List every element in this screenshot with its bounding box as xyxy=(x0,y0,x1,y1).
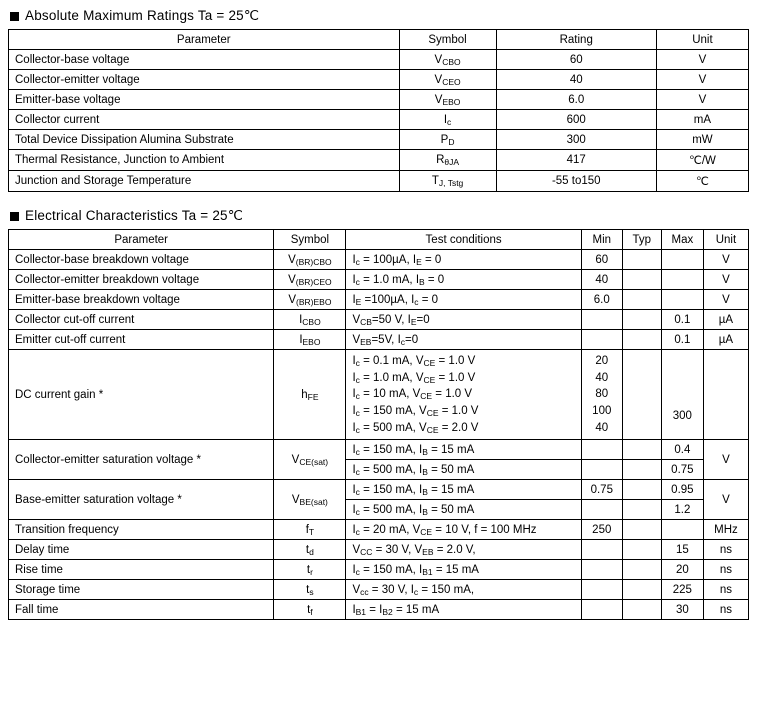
table-row xyxy=(9,70,749,90)
min-cell xyxy=(581,540,622,560)
test-conditions-cell: $I_E =100\mu A$, $I_c = 0$ xyxy=(346,290,581,310)
parameter-cell: Total Device Dissipation Alumina Substrate xyxy=(9,130,400,150)
unit-cell: V xyxy=(703,440,748,480)
typ-cell xyxy=(622,270,661,290)
min-cell xyxy=(581,560,622,580)
unit-cell: V xyxy=(656,90,748,110)
table-row xyxy=(9,330,749,350)
max-cell xyxy=(661,270,703,290)
max-cell xyxy=(661,290,703,310)
typ-cell xyxy=(622,310,661,330)
typ-cell xyxy=(622,600,661,620)
unit-cell: mA xyxy=(656,110,748,130)
typ-cell xyxy=(622,440,661,460)
parameter-cell: Collector-emitter saturation voltage * xyxy=(9,440,274,480)
parameter-cell: Junction and Storage Temperature xyxy=(9,171,400,192)
unit-cell: V xyxy=(656,50,748,70)
section-title: Absolute Maximum Ratings Ta = 25℃ xyxy=(25,8,260,23)
table-row xyxy=(9,130,749,150)
parameter-cell: Collector-emitter breakdown voltage xyxy=(9,270,274,290)
test-conditions-cell: $V_{cc} = 30$ V, $I_c = 150$ mA, xyxy=(346,580,581,600)
column-header: Unit xyxy=(656,30,748,50)
min-cell xyxy=(581,330,622,350)
rating-cell: 600 xyxy=(496,110,656,130)
symbol-cell: $I_{CBO}$ xyxy=(274,310,346,330)
symbol-cell: $V_{CEO}$ xyxy=(399,70,496,90)
parameter-cell: Rise time xyxy=(9,560,274,580)
parameter-cell: Emitter-base voltage xyxy=(9,90,400,110)
symbol-cell: $V_{(BR)EBO}$ xyxy=(274,290,346,310)
test-conditions-cell: $I_c = 500$ mA, $I_B = 50$ mA xyxy=(346,500,581,520)
typ-cell xyxy=(622,580,661,600)
rating-cell: -55 to150 xyxy=(496,171,656,192)
column-header: Symbol xyxy=(274,230,346,250)
parameter-cell: Collector-base voltage xyxy=(9,50,400,70)
parameter-cell: Delay time xyxy=(9,540,274,560)
symbol-cell: $V_{BE(sat)}$ xyxy=(274,480,346,520)
symbol-cell: $V_{CE(sat)}$ xyxy=(274,440,346,480)
parameter-cell: Collector current xyxy=(9,110,400,130)
test-conditions-cell: $I_c = 100\mu A$, $I_E = 0$ xyxy=(346,250,581,270)
table-row xyxy=(9,290,749,310)
symbol-cell: $P_D$ xyxy=(399,130,496,150)
column-header: Test conditions xyxy=(346,230,581,250)
symbol-cell: $V_{(BR)CEO}$ xyxy=(274,270,346,290)
typ-cell xyxy=(622,520,661,540)
unit-cell: V xyxy=(703,270,748,290)
test-conditions-cell: $V_{CB}=50$ V, $I_E=0$ xyxy=(346,310,581,330)
test-conditions-cell: $I_c = 20$ mA, $V_{CE} = 10$ V, f = 100 MHz xyxy=(346,520,581,540)
typ-cell xyxy=(622,250,661,270)
min-cell: 40 xyxy=(581,270,622,290)
max-cell: 0.75 xyxy=(661,460,703,480)
min-cell xyxy=(581,600,622,620)
max-cell: 1.2 xyxy=(661,500,703,520)
test-conditions-cell: $I_c = 1.0$ mA, $I_B = 0$ xyxy=(346,270,581,290)
test-conditions-cell: $I_{B1} = I_{B2} = 15$ mA xyxy=(346,600,581,620)
test-conditions-cell: $I_c = 150$ mA, $I_{B1} = 15$ mA xyxy=(346,560,581,580)
test-conditions-cell: $V_{CC} = 30$ V, $V_{EB} = 2.0$ V, xyxy=(346,540,581,560)
unit-cell: ℃/W xyxy=(656,150,748,171)
square-bullet-icon xyxy=(10,12,19,21)
symbol-cell: $t_s$ xyxy=(274,580,346,600)
parameter-cell: Base-emitter saturation voltage * xyxy=(9,480,274,520)
unit-cell: ns xyxy=(703,560,748,580)
symbol-cell: $t_d$ xyxy=(274,540,346,560)
unit-cell: µA xyxy=(703,310,748,330)
section-title: Electrical Characteristics Ta = 25℃ xyxy=(25,208,244,223)
table-row xyxy=(9,600,749,620)
typ-cell xyxy=(622,460,661,480)
typ-cell xyxy=(622,350,661,440)
test-conditions-cell: $I_c = 500$ mA, $I_B = 50$ mA xyxy=(346,460,581,480)
symbol-cell: $V_{EBO}$ xyxy=(399,90,496,110)
table-row xyxy=(9,440,749,460)
absolute-maximum-ratings-heading xyxy=(10,8,749,24)
unit-cell: ns xyxy=(703,540,748,560)
column-header: Max xyxy=(661,230,703,250)
table-row xyxy=(9,540,749,560)
symbol-cell: $I_c$ xyxy=(399,110,496,130)
min-cell: 20 40 80 100 40 xyxy=(581,350,622,440)
max-cell: 225 xyxy=(661,580,703,600)
table-row xyxy=(9,560,749,580)
typ-cell xyxy=(622,290,661,310)
test-conditions-cell: $I_c = 150$ mA, $I_B = 15$ mA xyxy=(346,440,581,460)
column-header: Symbol xyxy=(399,30,496,50)
absolute-maximum-ratings-table xyxy=(8,29,749,192)
column-header: Rating xyxy=(496,30,656,50)
symbol-cell: $V_{CBO}$ xyxy=(399,50,496,70)
table-row xyxy=(9,580,749,600)
symbol-cell: $R_{\theta JA}$ xyxy=(399,150,496,171)
unit-cell: µA xyxy=(703,330,748,350)
rating-cell: 6.0 xyxy=(496,90,656,110)
table-row xyxy=(9,90,749,110)
table-row xyxy=(9,270,749,290)
test-conditions-cell: $I_c = 0.1$ mA, $V_{CE} = 1.0$ V $I_c = 1.0$ mA, $V_{CE} = 1.0$ V $I_c = 10$ mA, $V_{CE} = 1.0$ V $I_c = 150$ mA, $V_{CE} = 1.0$ V $I_c = 500$ mA, $V_{CE} = 2.0$ V xyxy=(346,350,581,440)
min-cell xyxy=(581,310,622,330)
max-cell: 15 xyxy=(661,540,703,560)
parameter-cell: Collector cut-off current xyxy=(9,310,274,330)
table-row xyxy=(9,250,749,270)
table-row xyxy=(9,50,749,70)
table-row xyxy=(9,310,749,330)
max-cell xyxy=(661,520,703,540)
parameter-cell: Collector-emitter voltage xyxy=(9,70,400,90)
min-cell xyxy=(581,500,622,520)
typ-cell xyxy=(622,480,661,500)
typ-cell xyxy=(622,330,661,350)
column-header: Unit xyxy=(703,230,748,250)
parameter-cell: Storage time xyxy=(9,580,274,600)
max-cell: 0.1 xyxy=(661,310,703,330)
unit-cell: ns xyxy=(703,580,748,600)
symbol-cell: $f_T$ xyxy=(274,520,346,540)
table-header-row xyxy=(9,30,749,50)
min-cell: 250 xyxy=(581,520,622,540)
typ-cell xyxy=(622,560,661,580)
column-header: Min xyxy=(581,230,622,250)
table-row xyxy=(9,520,749,540)
parameter-cell: Transition frequency xyxy=(9,520,274,540)
table-header-row xyxy=(9,230,749,250)
typ-cell xyxy=(622,500,661,520)
symbol-cell: $t_f$ xyxy=(274,600,346,620)
table-row xyxy=(9,480,749,500)
symbol-cell: $I_{EBO}$ xyxy=(274,330,346,350)
parameter-cell: Thermal Resistance, Junction to Ambient xyxy=(9,150,400,171)
parameter-cell: Collector-base breakdown voltage xyxy=(9,250,274,270)
min-cell xyxy=(581,440,622,460)
electrical-characteristics-heading xyxy=(10,208,749,224)
min-cell xyxy=(581,580,622,600)
unit-cell xyxy=(703,350,748,440)
min-cell: 60 xyxy=(581,250,622,270)
max-cell: 0.4 xyxy=(661,440,703,460)
column-header: Parameter xyxy=(9,30,400,50)
rating-cell: 60 xyxy=(496,50,656,70)
min-cell: 6.0 xyxy=(581,290,622,310)
max-cell: 300 xyxy=(661,350,703,440)
max-cell: 0.1 xyxy=(661,330,703,350)
unit-cell: mW xyxy=(656,130,748,150)
max-cell: 0.95 xyxy=(661,480,703,500)
unit-cell: V xyxy=(703,290,748,310)
rating-cell: 417 xyxy=(496,150,656,171)
rating-cell: 300 xyxy=(496,130,656,150)
parameter-cell: Emitter-base breakdown voltage xyxy=(9,290,274,310)
min-cell: 0.75 xyxy=(581,480,622,500)
table-row xyxy=(9,110,749,130)
unit-cell: ℃ xyxy=(656,171,748,192)
table-row xyxy=(9,150,749,171)
unit-cell: MHz xyxy=(703,520,748,540)
column-header: Typ xyxy=(622,230,661,250)
symbol-cell: $V_{(BR)CBO}$ xyxy=(274,250,346,270)
parameter-cell: Fall time xyxy=(9,600,274,620)
parameter-cell: Emitter cut-off current xyxy=(9,330,274,350)
max-cell: 30 xyxy=(661,600,703,620)
column-header: Parameter xyxy=(9,230,274,250)
unit-cell: V xyxy=(703,480,748,520)
parameter-cell: DC current gain * xyxy=(9,350,274,440)
unit-cell: V xyxy=(703,250,748,270)
test-conditions-cell: $V_{EB}=5V$, $I_c=0$ xyxy=(346,330,581,350)
rating-cell: 40 xyxy=(496,70,656,90)
square-bullet-icon xyxy=(10,212,19,221)
table-row xyxy=(9,171,749,192)
table-row xyxy=(9,350,749,440)
unit-cell: V xyxy=(656,70,748,90)
symbol-cell: $T_{J, Tstg}$ xyxy=(399,171,496,192)
symbol-cell: $t_r$ xyxy=(274,560,346,580)
unit-cell: ns xyxy=(703,600,748,620)
test-conditions-cell: $I_c = 150$ mA, $I_B = 15$ mA xyxy=(346,480,581,500)
min-cell xyxy=(581,460,622,480)
typ-cell xyxy=(622,540,661,560)
electrical-characteristics-table xyxy=(8,229,749,620)
symbol-cell: $h_{FE}$ xyxy=(274,350,346,440)
max-cell: 20 xyxy=(661,560,703,580)
max-cell xyxy=(661,250,703,270)
